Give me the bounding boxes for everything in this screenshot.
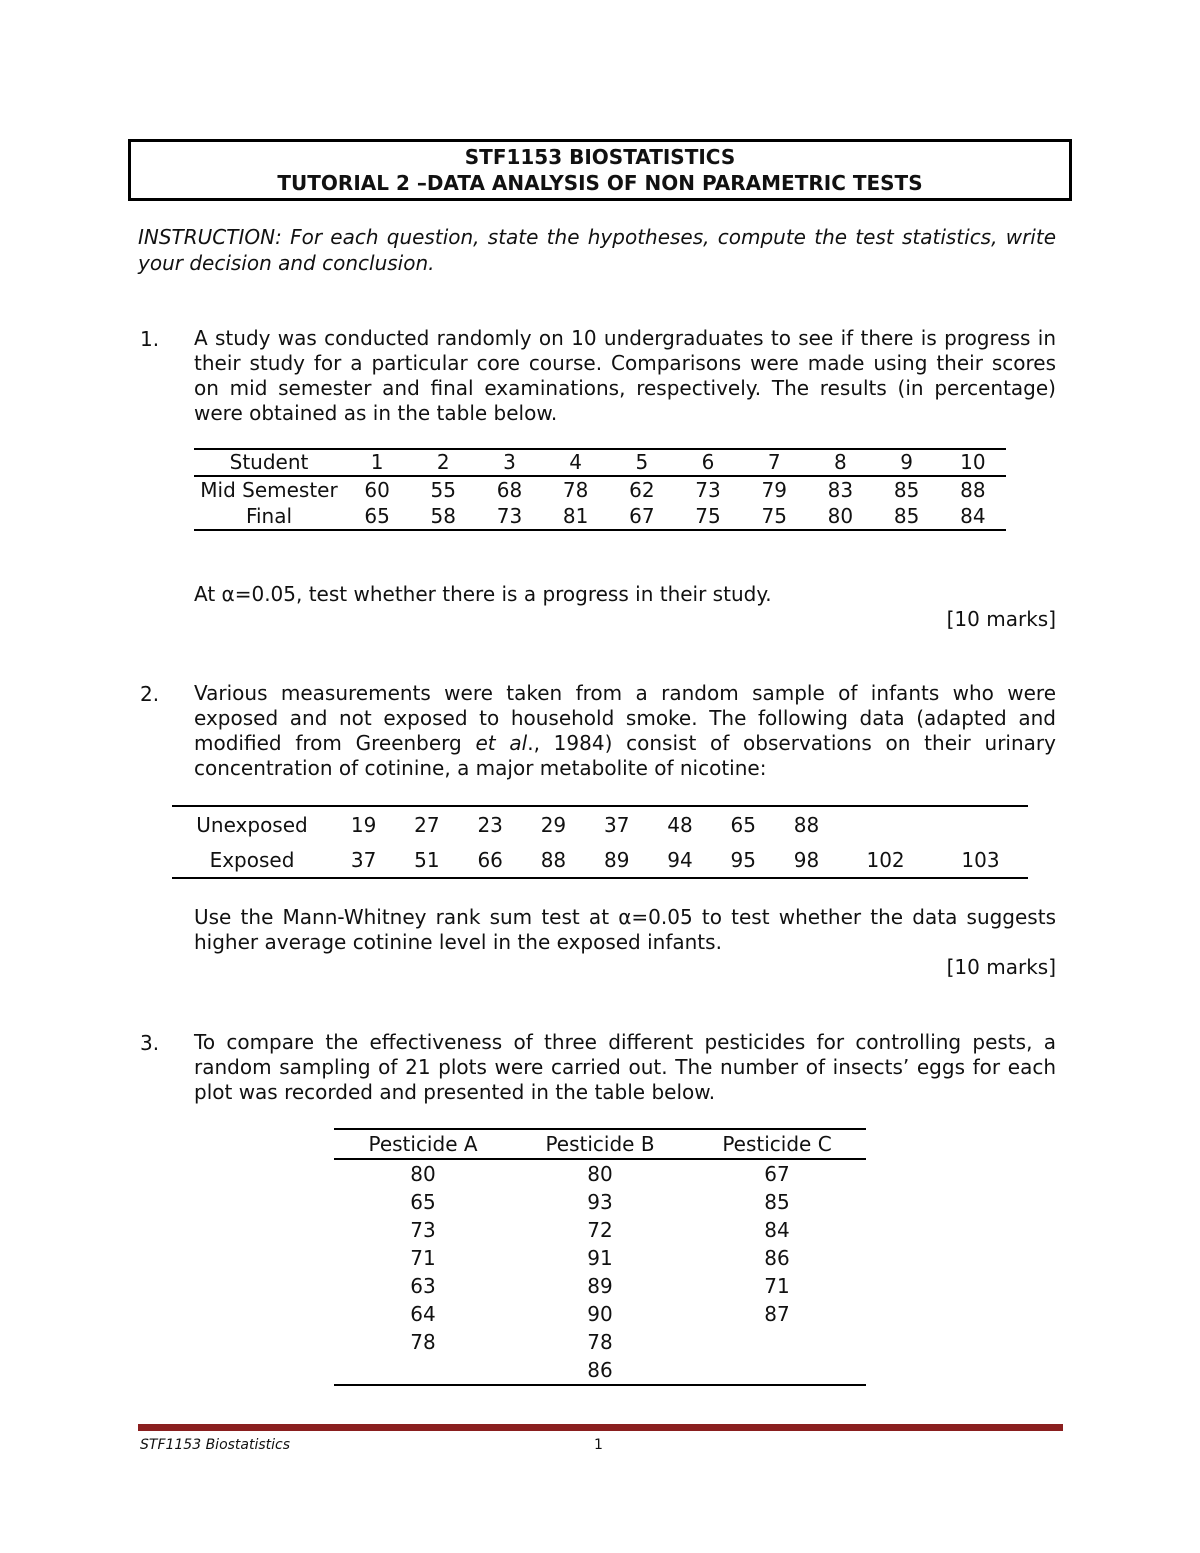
table-row: [334, 1188, 866, 1216]
header-cell: 2: [436, 450, 450, 474]
table-cell: 80: [827, 504, 854, 528]
table-cell: 78: [587, 1330, 613, 1354]
question-2-italic: et al: [475, 731, 528, 755]
table-cell: 60: [364, 478, 390, 502]
table-cell: 84: [764, 1218, 790, 1242]
table-row: [194, 504, 1006, 530]
table-row: [172, 842, 1028, 878]
header-cell: 10: [960, 450, 986, 474]
question-2-table: [172, 805, 1028, 879]
footer-course: STF1153 Biostatistics: [140, 1437, 291, 1453]
question-1-text: A study was conducted randomly on 10 undergraduates to see if there is progress in their study for a particular core course. Comparisons were made using their scores on mid semester and final examinations, respectively. The results (in percentage) were obtained as in the table below.: [194, 326, 1056, 425]
footer-divider: [138, 1424, 1063, 1431]
table-row: [334, 1216, 866, 1244]
table-cell: 83: [827, 478, 854, 502]
table-row: [334, 1300, 866, 1328]
header-cell: Pesticide C: [722, 1132, 832, 1156]
header-cell: 8: [834, 450, 847, 474]
question-2-text-part: ., 1984) consist of observations on their urinary concentration of cotinine, a major metabolite of nicotine:: [194, 731, 1056, 780]
row-label: Exposed: [209, 847, 295, 872]
question-2-text: [194, 681, 1056, 781]
row-label: Mid Semester: [200, 478, 338, 502]
table-cell: 75: [761, 504, 787, 528]
table-cell: [334, 1356, 512, 1385]
table-cell: 48: [667, 812, 693, 837]
table-row: [334, 1272, 866, 1300]
question-1-task: At α=0.05, test whether there is a progress in their study.: [194, 582, 772, 606]
table-cell: 80: [410, 1162, 436, 1186]
table-cell: 72: [587, 1218, 613, 1242]
table-cell: 64: [410, 1302, 436, 1326]
table-cell: 80: [587, 1162, 613, 1186]
table-cell: 95: [730, 847, 756, 872]
table-cell: [688, 1328, 866, 1356]
table-cell: 67: [764, 1162, 790, 1186]
table-cell: 71: [764, 1274, 790, 1298]
table-cell: [688, 1356, 866, 1385]
table-cell: 63: [410, 1274, 436, 1298]
table-cell: 66: [477, 847, 503, 872]
question-2-marks: [10 marks]: [946, 955, 1056, 979]
table-cell: 62: [629, 478, 655, 502]
table-cell: 37: [350, 847, 377, 872]
question-1-number: 1.: [140, 327, 160, 351]
table-cell: 86: [587, 1358, 613, 1382]
question-2-text-part: Various measurements were taken from a random sample of infants who were exposed and not exposed to household smoke. The following data (adapted and modified from Greenberg: [194, 681, 1056, 755]
header-cell: 7: [767, 450, 781, 474]
table-cell: 88: [960, 478, 986, 502]
table-cell: 88: [793, 812, 820, 837]
table-cell: 65: [410, 1190, 436, 1214]
table-cell: 68: [496, 478, 523, 502]
title-box: [128, 139, 1072, 201]
table-cell: 91: [587, 1246, 613, 1270]
table-cell: 73: [410, 1218, 436, 1242]
table-cell: 37: [603, 812, 630, 837]
table-cell: 78: [562, 478, 589, 502]
table-cell: [838, 806, 933, 842]
table-cell: 58: [430, 504, 456, 528]
table-cell: 23: [477, 812, 503, 837]
question-2-task: Use the Mann-Whitney rank sum test at α=0.05 to test whether the data suggests higher average cotinine level in the exposed infants.: [194, 905, 1056, 954]
tutorial-title: TUTORIAL 2 –DATA ANALYSIS OF NON PARAMETRIC TESTS: [277, 171, 923, 195]
table-cell: 93: [587, 1190, 613, 1214]
table-cell: 71: [410, 1246, 436, 1270]
table-cell: 94: [667, 847, 693, 872]
header-cell: Student: [229, 450, 309, 474]
header-cell: Pesticide B: [545, 1132, 655, 1156]
table-cell: 27: [414, 812, 440, 837]
row-label: Unexposed: [196, 812, 308, 837]
table-cell: 78: [410, 1330, 436, 1354]
header-cell: 3: [503, 450, 516, 474]
table-header-row: [194, 449, 1006, 476]
table-cell: 85: [893, 478, 920, 502]
header-cell: Pesticide A: [368, 1132, 478, 1156]
table-row: [334, 1356, 866, 1385]
table-cell: 67: [629, 504, 655, 528]
header-cell: 4: [569, 450, 583, 474]
table-row: [334, 1244, 866, 1272]
table-cell: 102: [866, 847, 905, 872]
table-row: [334, 1159, 866, 1188]
question-3-text: To compare the effectiveness of three different pesticides for controlling pests, a random sampling of 21 plots were carried out. The number of insects’ eggs for each plot was recorded and presented in the table below.: [194, 1030, 1056, 1104]
table-cell: 65: [364, 504, 390, 528]
table-cell: 65: [730, 812, 756, 837]
table-row: [194, 476, 1006, 504]
table-cell: 85: [893, 504, 920, 528]
instruction-text: INSTRUCTION: For each question, state the hypotheses, compute the test statistics, write your decision and conclusion.: [138, 225, 1056, 275]
question-3-number: 3.: [140, 1031, 160, 1055]
table-cell: 86: [764, 1246, 790, 1270]
question-3-table: [334, 1128, 866, 1386]
table-row: [172, 806, 1028, 842]
table-cell: 75: [695, 504, 721, 528]
table-cell: 98: [793, 847, 820, 872]
table-cell: 89: [587, 1274, 613, 1298]
table-cell: 51: [414, 847, 440, 872]
header-cell: 9: [900, 450, 913, 474]
table-cell: 55: [430, 478, 456, 502]
table-cell: 103: [961, 847, 1000, 872]
table-cell: 85: [764, 1190, 790, 1214]
table-cell: 29: [540, 812, 567, 837]
page-number: 1: [594, 1437, 603, 1453]
question-1-table: [194, 448, 1006, 531]
header-cell: 6: [701, 450, 715, 474]
table-cell: 84: [960, 504, 986, 528]
table-cell: 90: [587, 1302, 613, 1326]
header-cell: 5: [635, 450, 649, 474]
table-cell: [933, 806, 1028, 842]
table-cell: 19: [350, 812, 377, 837]
row-label: Final: [245, 504, 293, 528]
table-cell: 88: [540, 847, 567, 872]
question-1-marks: [10 marks]: [946, 607, 1056, 631]
question-2-number: 2.: [140, 682, 160, 706]
header-cell: 1: [370, 450, 384, 474]
table-cell: 81: [562, 504, 589, 528]
table-cell: 87: [764, 1302, 790, 1326]
table-cell: 73: [496, 504, 523, 528]
table-cell: 79: [761, 478, 787, 502]
table-cell: 73: [695, 478, 721, 502]
table-header-row: [334, 1129, 866, 1159]
table-row: [334, 1328, 866, 1356]
course-title: STF1153 BIOSTATISTICS: [464, 145, 736, 169]
table-cell: 89: [603, 847, 630, 872]
